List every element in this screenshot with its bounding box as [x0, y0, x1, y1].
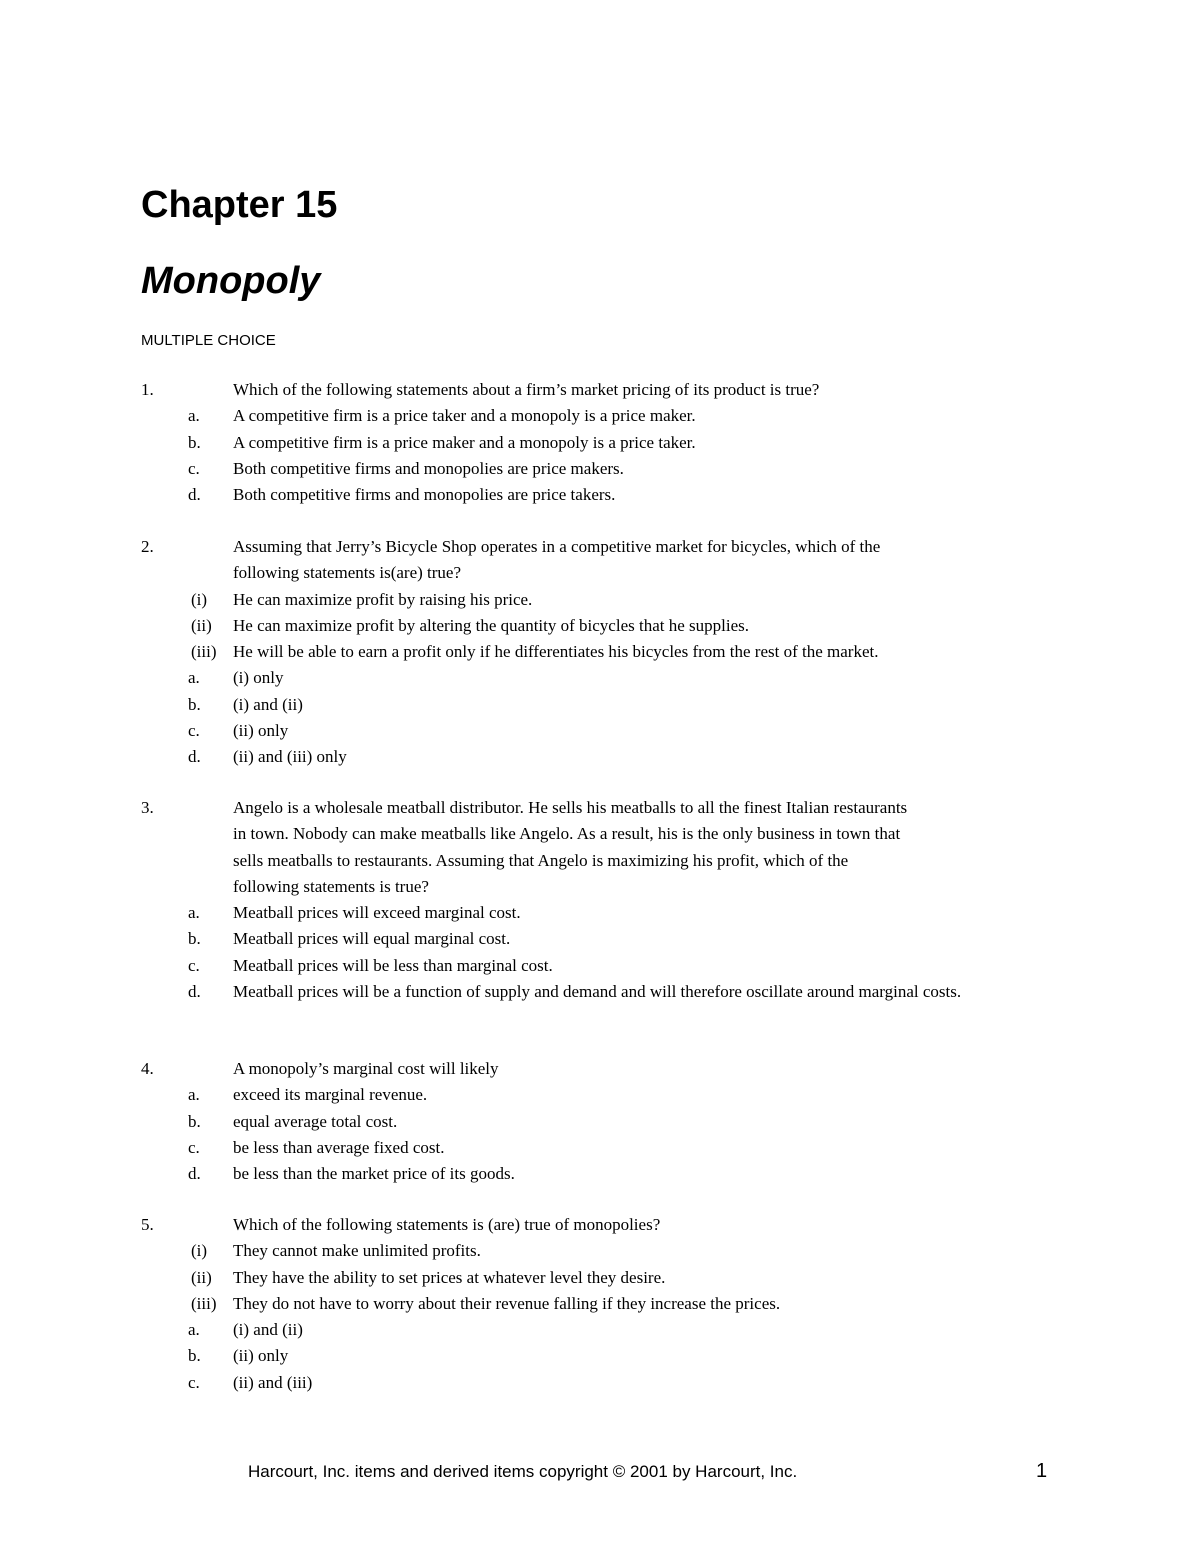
option-label: a. — [188, 1320, 200, 1340]
option-label: d. — [188, 982, 201, 1002]
option-label: a. — [188, 668, 200, 688]
option-text: A competitive firm is a price taker and a monopoly is a price maker. — [233, 406, 696, 426]
option-label: d. — [188, 747, 201, 767]
statement-label: (ii) — [191, 1267, 212, 1287]
option-text: Meatball prices will exceed marginal cost. — [233, 903, 521, 923]
question-stem: in town. Nobody can make meatballs like Angelo. As a result, his is the only business in town that — [233, 824, 901, 844]
option-label: a. — [188, 406, 200, 426]
statement-text: They cannot make unlimited profits. — [233, 1241, 481, 1261]
option-text: A competitive firm is a price maker and a monopoly is a price taker. — [233, 432, 696, 452]
question-stem: following statements is(are) true? — [233, 563, 462, 583]
option-text: Meatball prices will be less than marginal cost. — [233, 955, 553, 975]
option-text: exceed its marginal revenue. — [233, 1085, 428, 1105]
chapter-subtitle: Monopoly — [141, 260, 321, 302]
statement-label: (iii) — [191, 1293, 217, 1313]
option-text: Both competitive firms and monopolies are price makers. — [233, 458, 624, 478]
option-text: (ii) and (iii) only — [233, 747, 347, 767]
question-stem: Which of the following statements is (are) true of monopolies? — [233, 1215, 661, 1234]
question-stem: A monopoly’s marginal cost will likely — [233, 1059, 499, 1078]
question-stem: sells meatballs to restaurants. Assuming that Angelo is maximizing his profit, which of the — [233, 850, 849, 870]
footer-copyright: Harcourt, Inc. items and derived items copyright © 2001 by Harcourt, Inc. — [248, 1462, 798, 1481]
option-text: equal average total cost. — [233, 1111, 398, 1131]
question-stem: Angelo is a wholesale meatball distributor. He sells his meatballs to all the finest Italian restaurants — [233, 798, 908, 817]
option-text: (ii) only — [233, 721, 289, 741]
option-text: (ii) only — [233, 1346, 289, 1366]
option-label: d. — [188, 1164, 201, 1184]
option-label: b. — [188, 432, 201, 452]
question-number: 4. — [141, 1059, 154, 1078]
question-4 — [141, 1056, 1061, 1187]
statement-text: They have the ability to set prices at whatever level they desire. — [233, 1267, 666, 1287]
option-label: c. — [188, 1137, 200, 1157]
option-label: a. — [188, 903, 200, 923]
option-text: (i) and (ii) — [233, 694, 303, 714]
statement-text: He can maximize profit by altering the quantity of bicycles that he supplies. — [233, 615, 749, 635]
option-text: (i) only — [233, 668, 284, 688]
question-2 — [141, 534, 1061, 771]
option-text: be less than average fixed cost. — [233, 1137, 445, 1157]
option-label: b. — [188, 929, 201, 949]
question-number: 5. — [141, 1215, 154, 1234]
option-label: d. — [188, 485, 201, 505]
statement-label: (ii) — [191, 615, 212, 635]
option-label: c. — [188, 1372, 200, 1392]
option-label: a. — [188, 1085, 200, 1105]
option-text: Meatball prices will equal marginal cost. — [233, 929, 511, 949]
question-5 — [141, 1212, 1061, 1396]
option-label: c. — [188, 458, 200, 478]
option-label: c. — [188, 955, 200, 975]
question-stem: Which of the following statements about a firm’s market pricing of its product is true? — [233, 380, 820, 399]
section-heading: MULTIPLE CHOICE — [141, 332, 276, 349]
statement-label: (i) — [191, 1241, 208, 1261]
option-text: (ii) and (iii) — [233, 1372, 313, 1392]
option-label: b. — [188, 694, 201, 714]
statement-text: He will be able to earn a profit only if he differentiates his bicycles from the rest of the market. — [233, 642, 879, 662]
option-text: Meatball prices will be a function of supply and demand and will therefore oscillate around marginal costs. — [233, 982, 962, 1002]
statement-label: (iii) — [191, 642, 217, 662]
option-text: (i) and (ii) — [233, 1320, 303, 1340]
question-number: 1. — [141, 380, 154, 399]
option-text: be less than the market price of its goods. — [233, 1164, 515, 1184]
question-number: 3. — [141, 798, 154, 817]
option-label: b. — [188, 1346, 201, 1366]
statement-label: (i) — [191, 589, 208, 609]
question-3 — [141, 795, 1061, 1005]
chapter-heading: Chapter 15 — [141, 184, 338, 226]
question-stem: following statements is true? — [233, 876, 429, 896]
option-label: b. — [188, 1111, 201, 1131]
option-label: c. — [188, 721, 200, 741]
question-1 — [141, 377, 1061, 508]
question-number: 2. — [141, 537, 154, 556]
page-number: 1 — [1036, 1460, 1048, 1482]
statement-text: He can maximize profit by raising his price. — [233, 589, 533, 609]
option-text: Both competitive firms and monopolies are price takers. — [233, 485, 616, 505]
question-stem: Assuming that Jerry’s Bicycle Shop operates in a competitive market for bicycles, which of the — [233, 537, 881, 556]
statement-text: They do not have to worry about their revenue falling if they increase the prices. — [233, 1293, 781, 1313]
